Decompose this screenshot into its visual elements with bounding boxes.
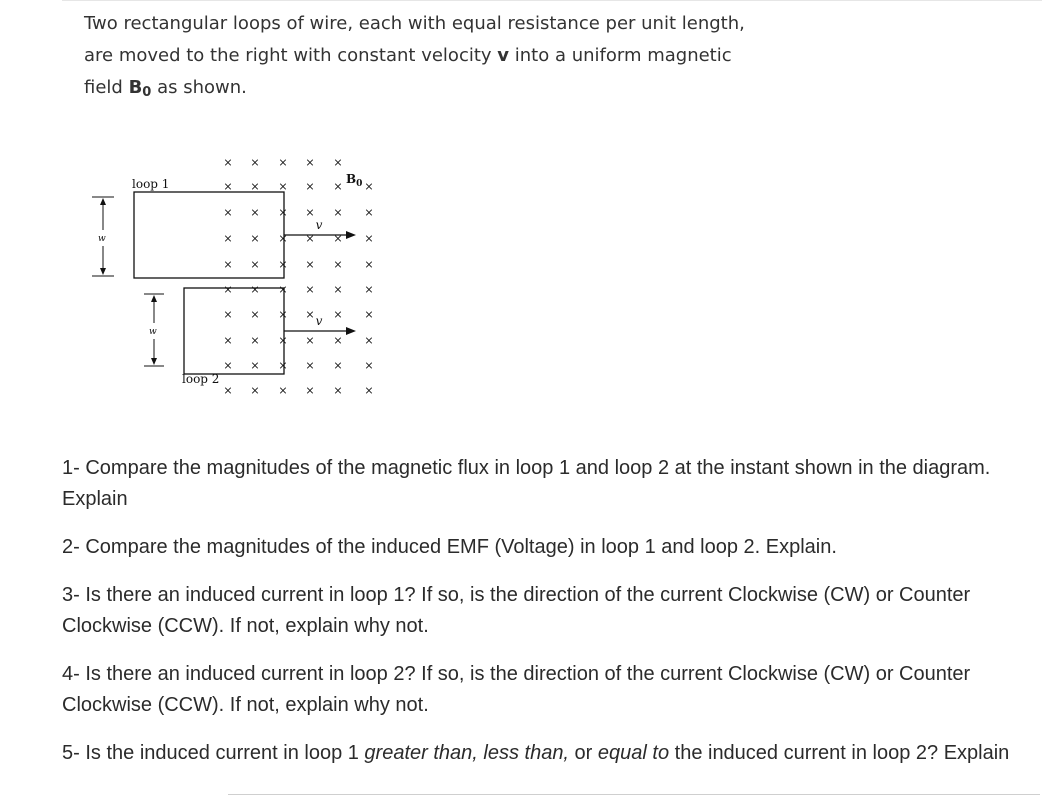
field-cross: × — [278, 156, 288, 169]
field-cross: × — [333, 232, 343, 245]
bottom-divider — [228, 794, 1040, 795]
field-cross: × — [305, 258, 315, 271]
field-cross: × — [305, 384, 315, 397]
loops-diagram — [90, 150, 400, 400]
field-cross: × — [223, 180, 233, 193]
field-cross: × — [364, 384, 374, 397]
loop-1-velocity-label: v — [315, 218, 323, 232]
field-cross: × — [333, 283, 343, 296]
field-label: $B_0$ — [346, 172, 363, 189]
field-cross: × — [223, 258, 233, 271]
question-2-number: 2- — [62, 536, 80, 558]
loop-1-velocity-arrow — [284, 231, 356, 239]
field-cross: × — [223, 334, 233, 347]
question-5-text-start: Is the induced current in loop 1 — [85, 742, 365, 764]
question-1 — [62, 453, 1012, 515]
velocity-symbol: v — [497, 45, 510, 66]
field-subscript: 0 — [142, 85, 152, 100]
field-cross: × — [250, 308, 260, 321]
field-cross: × — [223, 359, 233, 372]
question-5-number: 5- — [62, 742, 80, 764]
field-cross: × — [278, 258, 288, 271]
field-cross: × — [278, 384, 288, 397]
field-cross: × — [223, 156, 233, 169]
field-cross: × — [333, 180, 343, 193]
field-cross: × — [333, 156, 343, 169]
field-cross: × — [278, 359, 288, 372]
intro-line-2 — [84, 40, 784, 72]
intro-line-1: Two rectangular loops of wire, each with equal resistance per unit length, — [84, 13, 745, 34]
field-cross: × — [305, 308, 315, 321]
field-cross: × — [223, 283, 233, 296]
field-cross: × — [278, 206, 288, 219]
field-cross: × — [250, 359, 260, 372]
question-4 — [62, 659, 1012, 721]
field-cross: × — [305, 232, 315, 245]
field-cross: × — [278, 334, 288, 347]
field-cross: × — [364, 334, 374, 347]
field-cross: × — [305, 206, 315, 219]
field-cross: × — [250, 206, 260, 219]
field-cross: × — [333, 258, 343, 271]
top-divider — [62, 0, 1042, 1]
loop-2-label: loop 2 — [182, 372, 220, 386]
field-cross: × — [364, 232, 374, 245]
question-5-text-end: the induced current in loop 2? Explain — [669, 742, 1010, 764]
question-2-text: Compare the magnitudes of the induced EMF (Voltage) in loop 1 and loop 2. Explain. — [85, 536, 837, 558]
question-2 — [62, 532, 1012, 563]
field-cross: × — [250, 384, 260, 397]
field-cross: × — [278, 308, 288, 321]
field-cross: × — [278, 180, 288, 193]
field-cross: × — [305, 359, 315, 372]
intro-line-2-end: into a uniform magnetic — [509, 45, 732, 66]
loop-2 — [184, 288, 284, 374]
field-cross: × — [223, 232, 233, 245]
field-cross: × — [364, 283, 374, 296]
loop-1 — [134, 192, 284, 278]
question-1-number: 1- — [62, 457, 80, 479]
field-cross: × — [250, 334, 260, 347]
field-cross: × — [333, 359, 343, 372]
field-cross: × — [305, 283, 315, 296]
problem-intro — [84, 8, 784, 109]
question-5 — [62, 738, 1012, 769]
field-symbol: B — [128, 77, 143, 98]
field-cross: × — [223, 206, 233, 219]
loop-2-velocity-arrow — [284, 327, 356, 335]
question-list — [62, 453, 1012, 786]
field-cross: × — [250, 258, 260, 271]
field-cross: × — [223, 384, 233, 397]
field-cross: × — [333, 206, 343, 219]
question-4-text: Is there an induced current in loop 2? If so, is the direction of the current Clockwise (CW) or Counter Clockwise (CCW). If not, explain why not. — [62, 663, 971, 716]
field-cross: × — [364, 308, 374, 321]
field-cross: × — [250, 156, 260, 169]
question-5-text-mid: or — [569, 742, 598, 764]
question-3 — [62, 580, 1012, 642]
question-3-number: 3- — [62, 584, 80, 606]
loop-2-width-label: w — [149, 327, 157, 337]
field-cross: × — [364, 180, 374, 193]
question-1-text: Compare the magnitudes of the magnetic flux in loop 1 and loop 2 at the instant shown in the diagram. Explain — [62, 457, 991, 510]
field-cross: × — [250, 180, 260, 193]
field-cross: × — [333, 308, 343, 321]
field-cross: × — [250, 283, 260, 296]
field-cross: × — [305, 180, 315, 193]
field-cross: × — [305, 334, 315, 347]
field-cross: × — [364, 206, 374, 219]
question-5-emphasis-1: greater than, less than, — [364, 742, 569, 764]
intro-line-3 — [84, 72, 784, 109]
field-cross: × — [250, 232, 260, 245]
loop-1-label: loop 1 — [132, 177, 170, 191]
field-cross: × — [278, 232, 288, 245]
field-cross: × — [333, 384, 343, 397]
loop-1-width-label: w — [98, 234, 106, 244]
question-5-emphasis-2: equal to — [597, 742, 670, 764]
field-cross: × — [223, 308, 233, 321]
intro-line-3-end: as shown. — [151, 77, 247, 98]
field-cross: × — [278, 283, 288, 296]
field-cross: × — [364, 359, 374, 372]
question-4-number: 4- — [62, 663, 80, 685]
question-3-text: Is there an induced current in loop 1? If so, is the direction of the current Clockwise (CW) or Counter Clockwise (CCW). If not, explain why not. — [62, 584, 971, 637]
field-cross: × — [364, 258, 374, 271]
loop-2-velocity-label: v — [315, 314, 323, 328]
field-cross: × — [305, 156, 315, 169]
intro-line-3-start: field — [84, 77, 129, 98]
intro-line-2-text: are moved to the right with constant velocity — [84, 45, 498, 66]
field-cross: × — [333, 334, 343, 347]
